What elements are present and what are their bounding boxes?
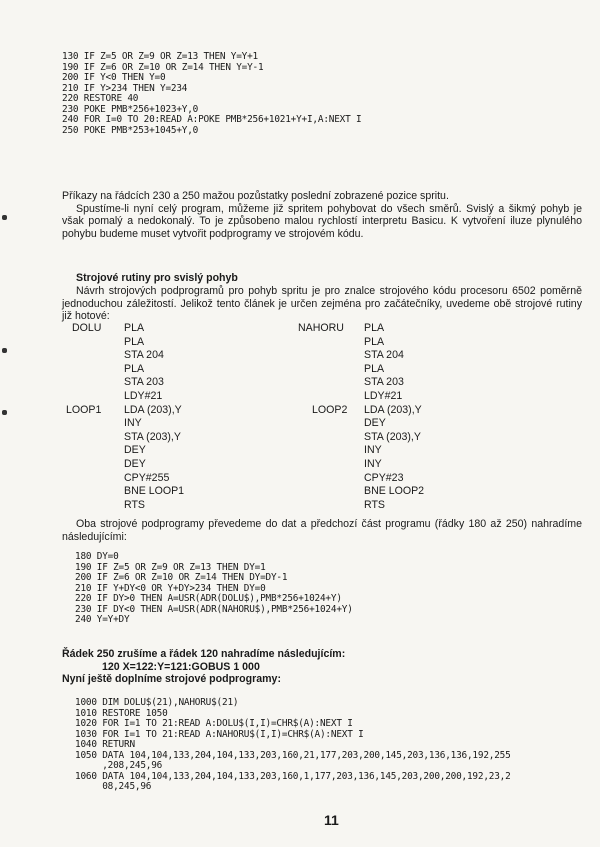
- paragraph-1: Příkazy na řádcích 230 a 250 mažou pozůstatky poslední zobrazené pozice spritu.: [62, 190, 449, 202]
- code-line: 250 POKE PMB*253+1045+Y,0: [62, 124, 199, 136]
- code-line: 130 IF Z=5 OR Z=9 OR Z=13 THEN Y=Y+1: [62, 51, 258, 62]
- asm-instruction: LDY#21: [364, 390, 403, 402]
- asm-instruction: INY: [364, 444, 382, 457]
- paragraph-block-1: [62, 190, 582, 240]
- asm-instruction: PLA: [364, 335, 385, 348]
- code-line: 1010 RESTORE 1050: [75, 707, 168, 719]
- asm-instruction: RTS: [124, 498, 145, 511]
- code-line: 210 IF Y>234 THEN Y=234: [62, 82, 188, 94]
- code-line: 210 IF Y+DY<0 OR Y+DY>234 THEN DY=0: [75, 582, 266, 594]
- code-line: 230 POKE PMB*256+1023+Y,0: [62, 103, 199, 115]
- code-line: 200 IF Y<0 THEN Y=0: [62, 72, 166, 83]
- code-listing-top: [62, 52, 361, 136]
- paragraph-4: Oba strojové podprogramy převedeme do dat a předchozí část programu (řádky 180 až 250) nahradíme následujícími:: [62, 518, 582, 543]
- loop-label-2: LOOP2: [312, 403, 348, 416]
- asm-instruction: LDA (203),Y: [364, 403, 422, 416]
- asm-instruction: INY: [364, 458, 382, 470]
- code-line: 200 IF Z=6 OR Z=10 OR Z=14 THEN DY=DY-1: [75, 572, 288, 583]
- code-line: 220 RESTORE 40: [62, 93, 139, 104]
- asm-instruction: LDY#21: [124, 390, 163, 402]
- code-listing-bottom: [75, 698, 511, 793]
- paragraph-3: Návrh strojových podprogramů pro pohyb spritu je pro znalce strojového kódu procesoru 6502 poměrně jednoduchou záležitostí. Jelikož tento článek je určen zejména pro začátečníky, uvedeme obě strojové rutiny již hotové:: [62, 285, 582, 323]
- asm-instruction: INY: [124, 417, 142, 430]
- section-heading: Strojové rutiny pro svislý pohyb: [76, 272, 238, 284]
- asm-instruction: STA 203: [124, 376, 164, 389]
- margin-mark: [2, 410, 7, 415]
- asm-instruction: PLA: [124, 335, 145, 348]
- code-line: 190 IF Z=6 OR Z=10 OR Z=14 THEN Y=Y-1: [62, 61, 264, 73]
- loop-label-1: LOOP1: [66, 403, 102, 416]
- code-line: 08,245,96: [75, 781, 152, 792]
- code-line: 1060 DATA 104,104,133,204,104,133,203,160,1,177,203,136,145,203,200,200,192,23,2: [75, 770, 511, 782]
- code-listing-middle: [75, 552, 353, 626]
- asm-routine-left: [66, 322, 292, 512]
- asm-instruction: DEY: [364, 417, 386, 430]
- code-line: 240 FOR I=0 TO 20:READ A:POKE PMB*256+1021+Y+I,A:NEXT I: [62, 114, 362, 125]
- code-line: 220 IF DY>0 THEN A=USR(ADR(DOLU$),PMB*256+1024+Y): [75, 593, 342, 604]
- margin-mark: [2, 215, 7, 220]
- asm-instruction: PLA: [364, 362, 385, 375]
- routine-label-dolu: DOLU: [72, 322, 102, 334]
- asm-instruction: CPY#255: [124, 471, 170, 484]
- asm-instruction: LDA (203),Y: [124, 403, 182, 416]
- asm-instruction: DEY: [124, 458, 146, 470]
- asm-routine-right: [298, 322, 518, 512]
- code-line: 1020 FOR I=1 TO 21:READ A:DOLU$(I,I)=CHR$(A):NEXT I: [75, 718, 353, 729]
- routine-label-nahoru: NAHORU: [298, 322, 344, 334]
- asm-instruction: STA 204: [124, 349, 164, 362]
- code-line: 1000 DIM DOLU$(21),NAHORU$(21): [75, 697, 239, 708]
- paragraph-5: [62, 648, 582, 686]
- asm-instruction: BNE LOOP2: [364, 485, 425, 498]
- asm-instruction: BNE LOOP1: [124, 485, 185, 498]
- code-line: 1040 RETURN: [75, 739, 135, 750]
- asm-instruction: PLA: [124, 362, 145, 375]
- code-line-120: 120 X=122:Y=121:GOBUS 1 000: [102, 660, 260, 673]
- code-line: 1030 FOR I=1 TO 21:READ A:NAHORU$(I,I)=CHR$(A):NEXT I: [75, 728, 364, 740]
- asm-instruction: PLA: [124, 322, 145, 334]
- asm-instruction: STA (203),Y: [364, 430, 421, 443]
- paragraph-5b: Nyní ještě doplníme strojové podprogramy:: [62, 673, 281, 686]
- asm-instruction: DEY: [124, 444, 146, 457]
- page-number: 11: [324, 812, 339, 828]
- asm-instruction: RTS: [364, 498, 385, 511]
- asm-instruction: STA 203: [364, 376, 404, 389]
- asm-instruction: CPY#23: [364, 471, 404, 484]
- code-line: 230 IF DY<0 THEN A=USR(ADR(NAHORU$),PMB*256+1024+Y): [75, 603, 353, 615]
- code-line: 180 DY=0: [75, 551, 119, 562]
- code-line: 190 IF Z=5 OR Z=9 OR Z=13 THEN DY=1: [75, 561, 266, 573]
- margin-mark: [2, 348, 7, 353]
- code-line: ,208,245,96: [75, 760, 163, 771]
- paragraph-2: Spustíme-li nyní celý program, můžeme již spritem pohybovat do všech směrů. Svislý a šikmý pohyb je však pomalý a nedokonalý. To je způsobeno malou rychlostí interpretu Basicu. K vytvoření iluze plynulého pohybu budeme muset vytvořit podprogramy ve strojovém kódu.: [62, 202, 582, 240]
- code-line: 240 Y=Y+DY: [75, 614, 130, 625]
- paragraph-5a: Řádek 250 zrušíme a řádek 120 nahradíme následujícím:: [62, 648, 346, 660]
- asm-instruction: PLA: [364, 322, 385, 334]
- code-line: 1050 DATA 104,104,133,204,104,133,203,160,21,177,203,200,145,203,136,136,192,255: [75, 749, 511, 761]
- asm-instruction: STA 204: [364, 349, 404, 362]
- asm-instruction: STA (203),Y: [124, 430, 181, 443]
